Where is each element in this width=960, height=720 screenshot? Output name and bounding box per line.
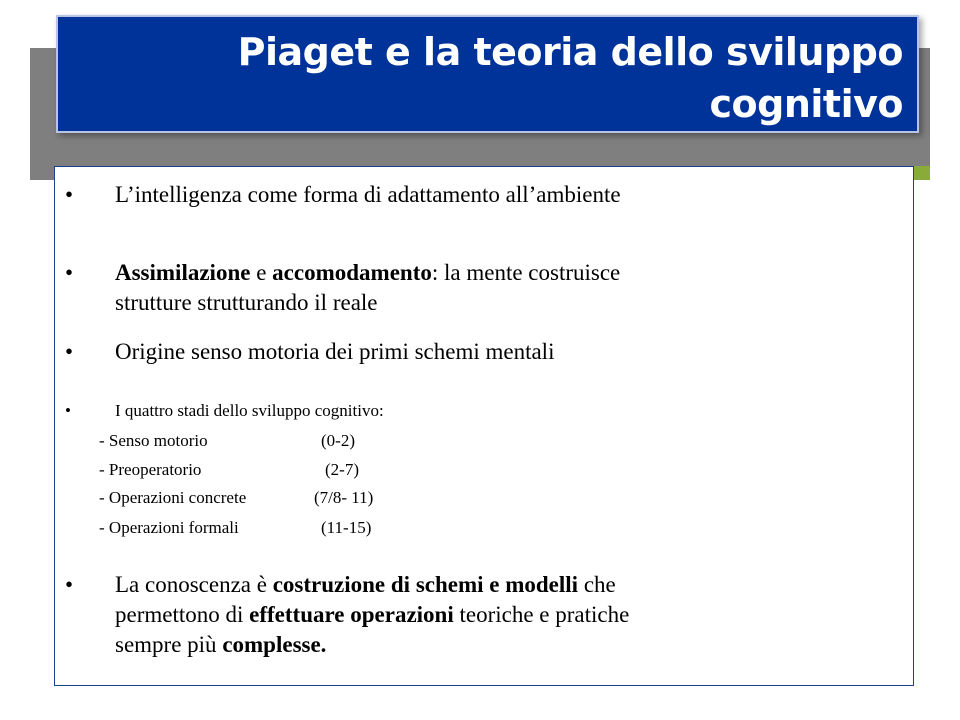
- bullet-marker: •: [65, 182, 74, 207]
- stage-item: - Senso motorio (0-2): [99, 431, 355, 450]
- bullet-item-knowledge: [55, 570, 895, 670]
- bullet-line: La conoscenza è costruzione di schemi e modelli che: [115, 572, 616, 597]
- slide-title-line-2: cognitivo: [709, 82, 903, 126]
- bold-term-accomodamento: accomodamento: [272, 260, 432, 285]
- bullet-text: I quattro stadi dello sviluppo cognitivo:: [115, 401, 384, 420]
- bullet-line: strutture strutturando il reale: [115, 290, 378, 315]
- bullet-marker: •: [65, 401, 71, 420]
- bullet-text: [115, 258, 895, 318]
- bullet-item-assimilation: [55, 258, 895, 318]
- stage-item: - Preoperatorio (2-7): [99, 460, 359, 479]
- slide-title-line-1: Piaget e la teoria dello sviluppo: [237, 30, 903, 74]
- bullet-line: sempre più complesse.: [115, 632, 327, 657]
- bold-term-complesse: complesse.: [222, 632, 327, 657]
- bullet-text: Origine senso motoria dei primi schemi mentali: [115, 339, 555, 364]
- bullet-line: Assimilazione e accomodamento: la mente costruisce: [115, 260, 621, 285]
- bold-term-assimilazione: Assimilazione: [115, 260, 251, 285]
- stage-item: - Operazioni concrete (7/8- 11): [99, 488, 374, 507]
- bullet-text: [115, 570, 895, 660]
- bullet-text: L’intelligenza come forma di adattamento all’ambiente: [115, 182, 621, 207]
- stage-item: - Operazioni formali (11-15): [99, 518, 372, 537]
- title-box: [56, 15, 919, 133]
- bullet-marker: •: [65, 572, 74, 597]
- bullet-marker: •: [65, 260, 74, 285]
- bold-term-operazioni: effettuare operazioni: [249, 602, 454, 627]
- content-box: [54, 166, 914, 686]
- slide-title: [83, 26, 903, 130]
- bullet-line: permettono di effettuare operazioni teoriche e pratiche: [115, 602, 630, 627]
- bullet-marker: •: [65, 339, 74, 364]
- bold-term-costruzione: costruzione di schemi e modelli: [272, 572, 579, 597]
